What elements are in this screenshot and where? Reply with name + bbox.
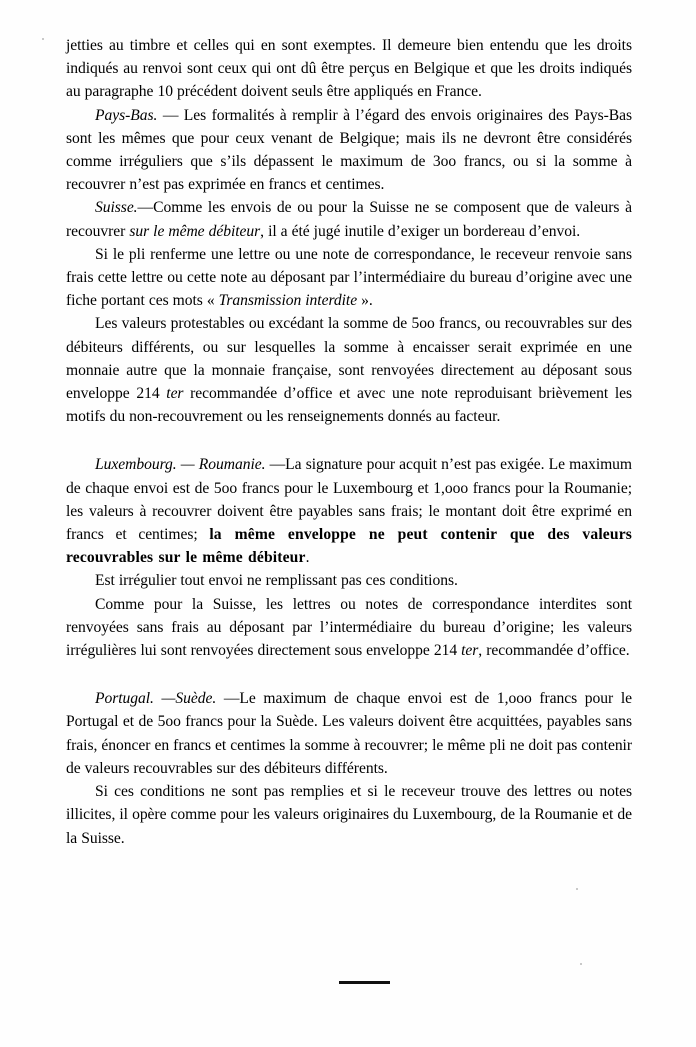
text-run: , il a été jugé inutile d’exiger un bordereau d’envoi. <box>260 222 581 240</box>
text-run: Comme pour la Suisse, les lettres ou notes de correspondance interdites sont renvoyées sans frais au déposant par l’intermédiaire du bureau d’origine; les valeurs irrégulières lui sont renvoyées directement sous enveloppe 214 <box>66 595 632 660</box>
paragraph-p-final <box>66 780 632 850</box>
paragraph-p-comme-suisse <box>66 593 632 663</box>
paragraph-p-portugal-suede <box>66 687 632 780</box>
paragraph-run-head: Suisse. <box>95 199 138 217</box>
scan-speck <box>576 888 578 890</box>
paragraph-run-head: Pays-Bas. <box>95 106 158 124</box>
text-run: Est irrégulier tout envoi ne remplissant pas ces conditions. <box>95 572 458 590</box>
paragraph-p-suisse-3 <box>66 312 632 428</box>
text-run: jetties au timbre et celles qui en sont exemptes. Il demeure bien entendu que les droits indiqués au renvoi sont ceux qui ont dû être perçus en Belgique et que les droits indiqués au paragraphe 10 précédent doivent seuls être appliqués en France. <box>66 37 632 101</box>
emphasis-run: Transmission interdite <box>218 292 358 310</box>
scan-speck <box>42 38 44 40</box>
emphasis-run: ter <box>461 642 479 660</box>
bold-emphasis-run: la même enveloppe ne peut contenir que des valeurs recouvrables sur le même débiteur <box>66 526 632 567</box>
paragraph-p-belgique-cont <box>66 34 632 104</box>
section-divider-rule <box>339 981 390 984</box>
paragraph-p-irregulier <box>66 569 632 592</box>
text-run: —Le maximum de chaque envoi est de 1,ooo francs pour le Portugal et de 5oo francs pour la Suède. Les valeurs doivent être acquittées, payables sans frais, énoncer en francs et centimes la somme à recouvrer; le même pli ne doit pas contenir de valeurs recouvrables sur des débiteurs différents. <box>66 690 632 777</box>
paragraph-run-head: Portugal. —Suède. <box>95 690 217 708</box>
text-run: —Comme les envois de ou pour la Suisse ne se composent que de valeurs à recouvrer <box>66 199 632 240</box>
emphasis-run: ter <box>166 385 184 403</box>
paragraph-run-head: Luxembourg. — Roumanie. <box>95 456 266 474</box>
paragraph-p-suisse-1 <box>66 196 632 242</box>
paragraph-p-suisse-2 <box>66 243 632 313</box>
emphasis-run: sur le même débiteur <box>129 222 261 240</box>
paragraph-p-luxembourg-roumanie <box>66 453 632 569</box>
text-run: Si le pli renferme une lettre ou une note de correspondance, le receveur renvoie sans frais cette lettre ou cette note au déposant par l’intermédiaire du bureau d’origine avec une fiche portant ces mots « <box>66 245 632 310</box>
text-run: , recommandée d’office. <box>478 642 630 660</box>
text-run: Si ces conditions ne sont pas remplies et si le receveur trouve des lettres ou notes illicites, il opère comme pour les valeurs originaires du Luxembourg, de la Roumanie et de la Suisse. <box>66 783 632 847</box>
paragraph-p-pays-bas <box>66 104 632 197</box>
text-run: . <box>305 549 310 567</box>
text-run: Les valeurs protestables ou excédant la somme de 5oo francs, ou recouvrables sur des débiteurs différents, ou sur lesquelles la somme à encaisser serait exprimée en une monnaie autre que la monnaie française, sont renvoyées directement au déposant sous enveloppe 214 <box>66 315 632 403</box>
document-text-column <box>66 34 632 850</box>
text-run: — Les formalités à remplir à l’égard des envois originaires des Pays-Bas sont les mêmes que pour ceux venant de Belgique; mais ils ne devront être considérés comme irréguliers que s’ils dépassent le maximum de 3oo francs, ou si la somme à recouvrer n’est pas exprimée en francs et centimes. <box>66 106 632 194</box>
text-run: recommandée d’office et avec une note reproduisant brièvement les motifs du non-recouvrement ou les renseignements donnés au facteur. <box>66 385 633 426</box>
scan-speck <box>580 963 582 965</box>
text-run: —La signature pour acquit n’est pas exigée. Le maximum de chaque envoi est de 5oo francs pour le Luxembourg et 1,ooo francs pour la Roumanie; les valeurs à recouvrer doivent être payables sans frais; le montant doit être exprimé en francs et centimes; <box>66 456 633 544</box>
text-run: ». <box>357 292 373 310</box>
